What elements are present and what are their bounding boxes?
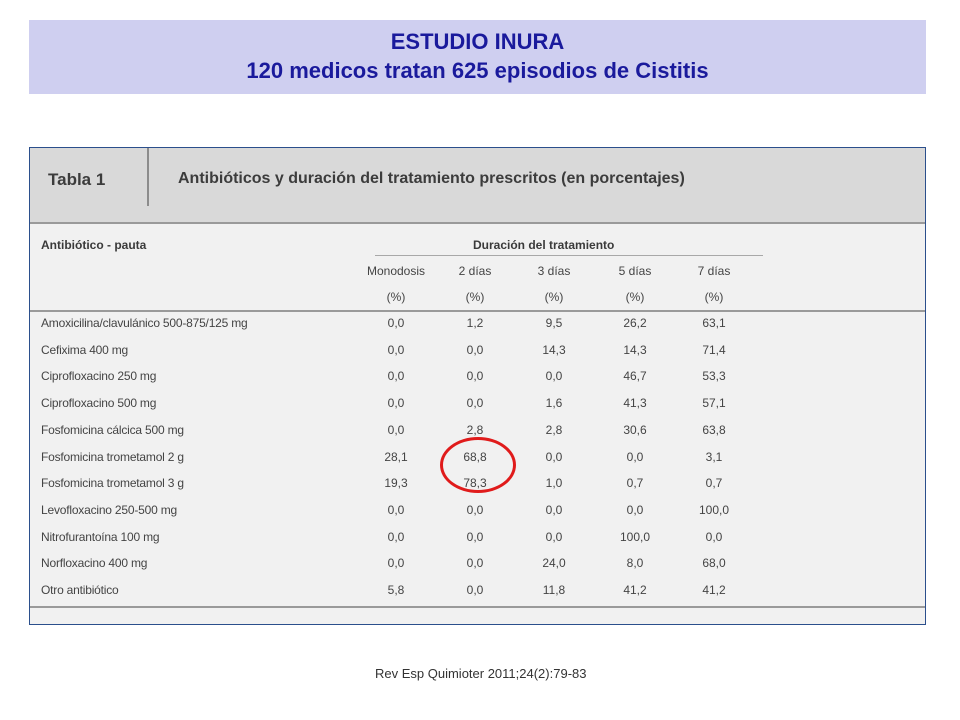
antibiotic-name: Cefixima 400 mg [41, 342, 129, 357]
column-unit: (%) [386, 290, 406, 304]
table-cell: 0,0 [466, 396, 484, 411]
table-cell: 68,8 [463, 449, 487, 464]
table-cell: 1,0 [545, 476, 563, 491]
table-cell: 30,6 [623, 422, 647, 437]
column-unit: (%) [465, 290, 485, 304]
table-cell: 24,0 [542, 556, 566, 571]
table-cell: 0,0 [545, 529, 563, 544]
title-banner [29, 20, 926, 94]
group-header-rule [375, 255, 763, 256]
table-cell: 0,7 [626, 476, 644, 491]
table-cell: 0,0 [705, 529, 723, 544]
table-cell: 14,3 [542, 342, 566, 357]
table-number: Tabla 1 [48, 170, 106, 189]
citation: Rev Esp Quimioter 2011;24(2):79-83 [375, 666, 587, 681]
table-cell: 53,3 [702, 369, 726, 384]
table-figure [29, 147, 926, 625]
column-unit: (%) [625, 290, 645, 304]
table-cell: 0,0 [387, 422, 405, 437]
antibiotic-name: Ciprofloxacino 500 mg [41, 396, 157, 411]
group-header: Duración del tratamiento [473, 238, 615, 252]
antibiotic-name: Norfloxacino 400 mg [41, 556, 148, 571]
table-cell: 9,5 [545, 316, 563, 330]
table-cell: 0,0 [545, 449, 563, 464]
highlight-circle [440, 437, 516, 493]
table-cell: 0,0 [387, 342, 405, 357]
table-cell: 11,8 [542, 583, 566, 597]
table-cell: 19,3 [384, 476, 408, 491]
table-cell: 26,2 [623, 316, 647, 330]
column-header: 5 días [618, 264, 652, 278]
table-cell: 46,7 [623, 369, 647, 384]
table-bottom-rule [30, 606, 925, 608]
antibiotic-name: Fosfomicina trometamol 2 g [41, 449, 184, 464]
table-cell: 0,0 [626, 449, 644, 464]
header-rule [30, 310, 925, 312]
slide-subtitle: 120 medicos tratan 625 episodios de Cistitis [246, 58, 709, 83]
table-cell: 0,0 [387, 396, 405, 411]
column-header: Monodosis [366, 264, 426, 278]
column-header: 2 días [458, 264, 492, 278]
antibiotic-name: Fosfomicina trometamol 3 g [41, 476, 184, 491]
slide-title: ESTUDIO INURA [390, 29, 565, 54]
table-cell: 63,1 [702, 316, 726, 330]
table-cell: 1,6 [545, 396, 563, 411]
table-cell: 14,3 [623, 342, 647, 357]
table-cell: 2,8 [545, 422, 563, 437]
table-cell: 0,0 [387, 502, 405, 517]
table-cell: 0,0 [466, 529, 484, 544]
table-cell: 78,3 [463, 476, 487, 491]
column-unit: (%) [544, 290, 564, 304]
antibiotic-name: Amoxicilina/clavulánico 500-875/125 mg [41, 316, 248, 330]
table-cell: 5,8 [387, 583, 405, 597]
antibiotic-name: Levofloxacino 250-500 mg [41, 502, 177, 517]
table-cell: 0,0 [626, 502, 644, 517]
row-header: Antibiótico - pauta [41, 238, 147, 252]
table-cell: 57,1 [702, 396, 726, 411]
table-cell: 100,0 [698, 502, 730, 517]
table-cell: 0,0 [466, 369, 484, 384]
table-cell: 0,0 [387, 369, 405, 384]
table-cell: 41,2 [702, 583, 726, 597]
table-cell: 63,8 [702, 422, 726, 437]
table-caption: Antibióticos y duración del tratamiento prescritos (en porcentajes) [178, 170, 685, 187]
table-cell: 0,0 [466, 502, 484, 517]
table-cell: 0,0 [466, 556, 484, 571]
table-cell: 41,2 [623, 583, 647, 597]
antibiotic-name: Fosfomicina cálcica 500 mg [41, 422, 184, 437]
column-unit: (%) [704, 290, 724, 304]
antibiotic-name: Nitrofurantoína 100 mg [41, 529, 160, 544]
table-cell: 3,1 [705, 449, 723, 464]
antibiotic-name: Ciprofloxacino 250 mg [41, 369, 157, 384]
table-cell: 0,7 [705, 476, 723, 491]
table-cell: 41,3 [623, 396, 647, 411]
column-header: 7 días [697, 264, 731, 278]
table-header-band [30, 148, 925, 224]
antibiotic-name: Otro antibiótico [41, 583, 119, 597]
table-cell: 0,0 [545, 369, 563, 384]
table-cell: 68,0 [702, 556, 726, 571]
table-cell: 71,4 [702, 342, 726, 357]
table-cell: 0,0 [387, 316, 405, 330]
table-cell: 1,2 [466, 316, 484, 330]
table-cell: 28,1 [384, 449, 408, 464]
table-cell: 0,0 [466, 342, 484, 357]
table-cell: 2,8 [466, 422, 484, 437]
column-header: 3 días [537, 264, 571, 278]
table-cell: 0,0 [545, 502, 563, 517]
table-cell: 100,0 [619, 529, 651, 544]
table-cell: 0,0 [387, 529, 405, 544]
table-cell: 8,0 [626, 556, 644, 571]
table-cell: 0,0 [387, 556, 405, 571]
table-cell: 0,0 [466, 583, 484, 597]
table-header-divider [147, 148, 149, 206]
